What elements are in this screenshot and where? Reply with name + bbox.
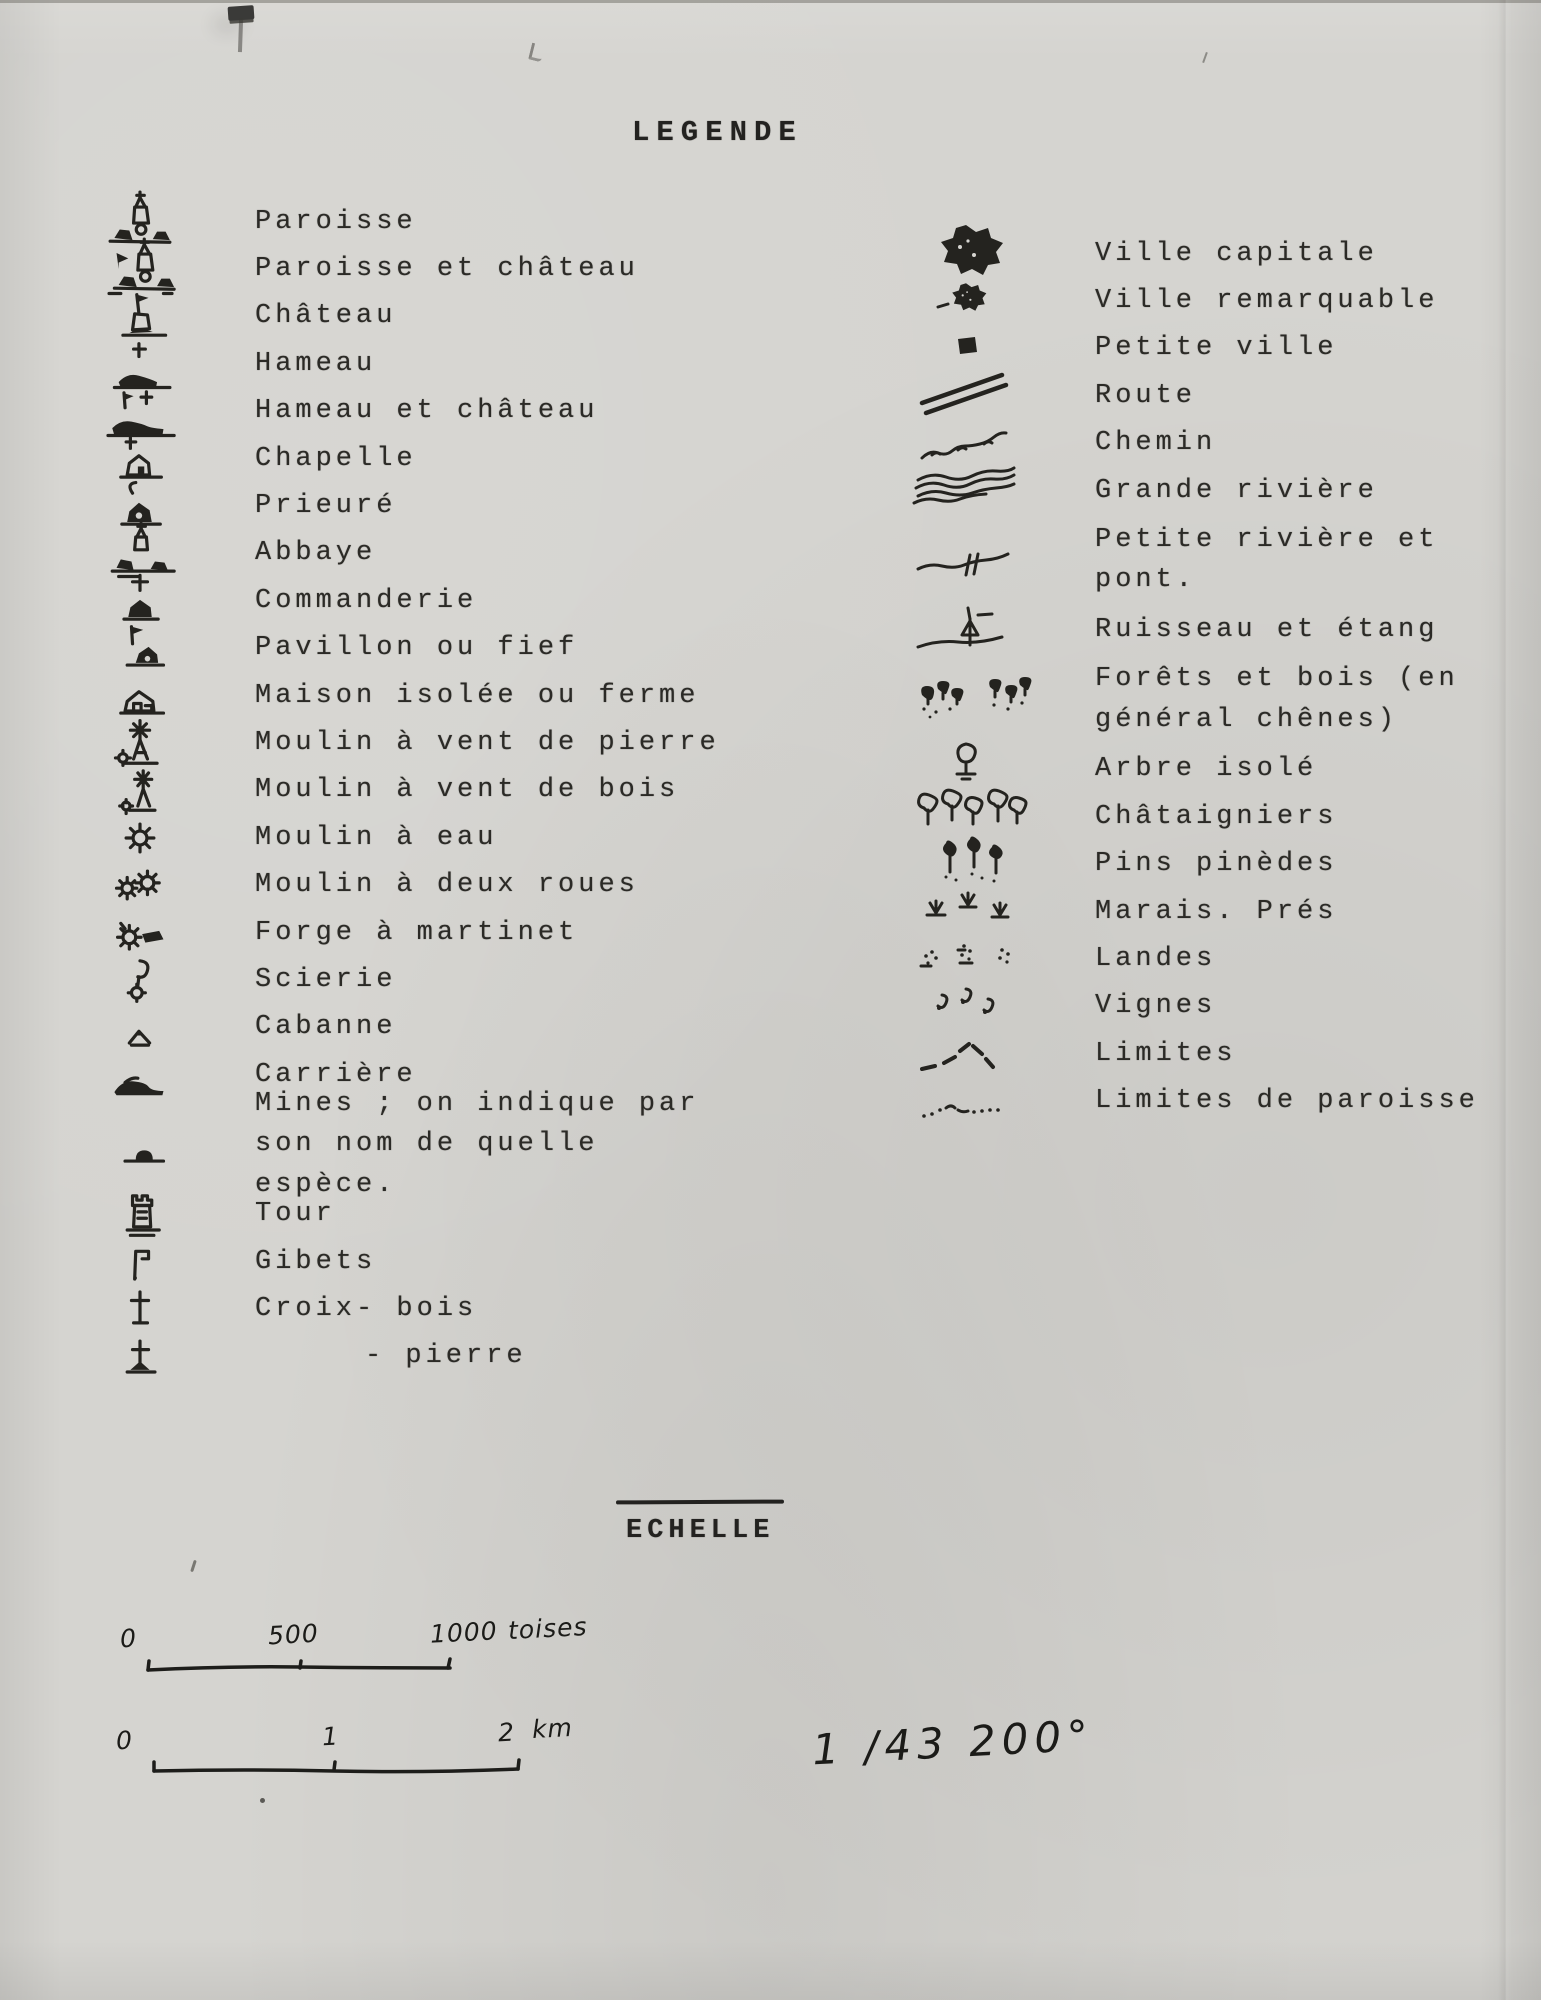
legend-item-label: Marais. Prés — [1095, 896, 1338, 927]
legend-item-label: Chapelle — [255, 443, 417, 474]
map-scale-ratio: 1 /43 200° — [810, 1710, 1096, 1775]
legend-item-label: Mines ; on indique par son nom de quelle espèce. — [255, 1088, 700, 1200]
ink-smudge — [260, 1798, 265, 1803]
legend-item-label: Pins pinèdes — [1095, 849, 1338, 880]
scale-label: 500 — [267, 1618, 320, 1651]
croix-pierre-icon — [70, 1324, 255, 1388]
legend-item-label: Maison isolée ou ferme — [255, 680, 700, 711]
echelle-overline — [616, 1500, 784, 1504]
legend-item-label: Hameau — [255, 348, 377, 379]
legend-item-label: Carrière — [255, 1059, 417, 1090]
legend-item-label: Arbre isolé — [1095, 754, 1318, 785]
legend-item-label: Paroisse et château — [255, 254, 639, 285]
legend-item-label: Hameau et château — [255, 396, 599, 427]
legend-item-label: Grande rivière — [1095, 475, 1378, 506]
legend-item-label: Moulin à deux roues — [255, 870, 639, 901]
legend-item-label: Forge à martinet — [255, 917, 579, 948]
legend-item — [858, 514, 1518, 606]
legend-item-label: Landes — [1095, 943, 1217, 974]
page-title: LEGENDE — [632, 116, 803, 149]
legend-item-label: Moulin à vent de bois — [255, 775, 680, 806]
legend-item-label: Limites — [1095, 1038, 1237, 1069]
legend-item-label: Pavillon ou fief — [255, 633, 579, 664]
scale-bar-toises — [100, 1611, 660, 1688]
staple-mark — [228, 5, 255, 21]
scale-unit: km — [531, 1712, 574, 1745]
carriere-icon — [70, 1043, 255, 1107]
legend-item-label: Croix- bois — [255, 1293, 478, 1324]
legend-item-label: Châtaigniers — [1095, 801, 1338, 832]
legend-right-column — [858, 230, 1518, 1125]
limites-paroisse-icon — [858, 1066, 1095, 1136]
mines-icon — [70, 1112, 255, 1176]
legend-item — [70, 1088, 790, 1200]
legend-item-label: Gibets — [255, 1246, 377, 1277]
scale-bar-km — [100, 1712, 660, 1788]
legend-item-label: Prieuré — [255, 491, 397, 522]
legend-item-label: Commanderie — [255, 585, 478, 616]
legend-item-label: Ville capitale — [1095, 238, 1378, 269]
legend-item-label: Château — [255, 301, 397, 332]
legend-item — [70, 1333, 790, 1380]
legend-item-label: Forêts et bois (en général chênes) — [1095, 664, 1459, 735]
legend-item-label: Moulin à vent de pierre — [255, 727, 720, 758]
scale-label: 0 — [115, 1725, 134, 1756]
petite-riviere-pont-icon — [858, 525, 1095, 595]
scale-unit: toises — [507, 1611, 589, 1646]
forets-icon — [858, 665, 1095, 735]
scale-label: 2 — [497, 1717, 516, 1748]
ink-smudge — [190, 1560, 197, 1572]
scale-bar-line — [140, 1652, 460, 1678]
legend-item-label: Tour — [255, 1199, 336, 1230]
ruisseau-etang-icon — [858, 595, 1095, 665]
legend-item-label: Chemin — [1095, 428, 1217, 459]
legend-item-label: Petite rivière et pont. — [1095, 524, 1439, 596]
legend-item-label: Scierie — [255, 964, 397, 995]
legend-item-label: Limites de paroisse — [1095, 1086, 1479, 1117]
ink-smudge — [1202, 52, 1208, 63]
ink-smudge — [528, 43, 545, 63]
scale-label: 1 — [321, 1721, 340, 1752]
legend-item-label: Vignes — [1095, 991, 1217, 1022]
scale-label: 1000 — [429, 1616, 499, 1649]
legend-item — [858, 606, 1518, 653]
legend-item — [858, 654, 1518, 746]
legend-item-label: Abbaye — [255, 538, 377, 569]
legend-item — [858, 467, 1518, 514]
legend-item-label: Route — [1095, 380, 1197, 411]
scan-edge — [0, 0, 1541, 3]
echelle-title: ECHELLE — [626, 1516, 775, 1546]
legend-item-label: - pierre — [365, 1341, 527, 1372]
legend-item — [858, 1077, 1518, 1124]
legend-item-label: Paroisse — [255, 206, 417, 237]
scale-bar-line — [146, 1754, 526, 1780]
scale-label: 0 — [119, 1623, 138, 1654]
legend-item-label: Ville remarquable — [1095, 286, 1439, 317]
legend-item-label: Ruisseau et étang — [1095, 615, 1439, 646]
legend-left-column — [70, 198, 790, 1380]
grande-riviere-icon — [858, 456, 1095, 526]
legend-item-label: Moulin à eau — [255, 822, 498, 853]
legend-item-label: Petite ville — [1095, 333, 1338, 364]
legend-item-label: Cabanne — [255, 1012, 397, 1043]
